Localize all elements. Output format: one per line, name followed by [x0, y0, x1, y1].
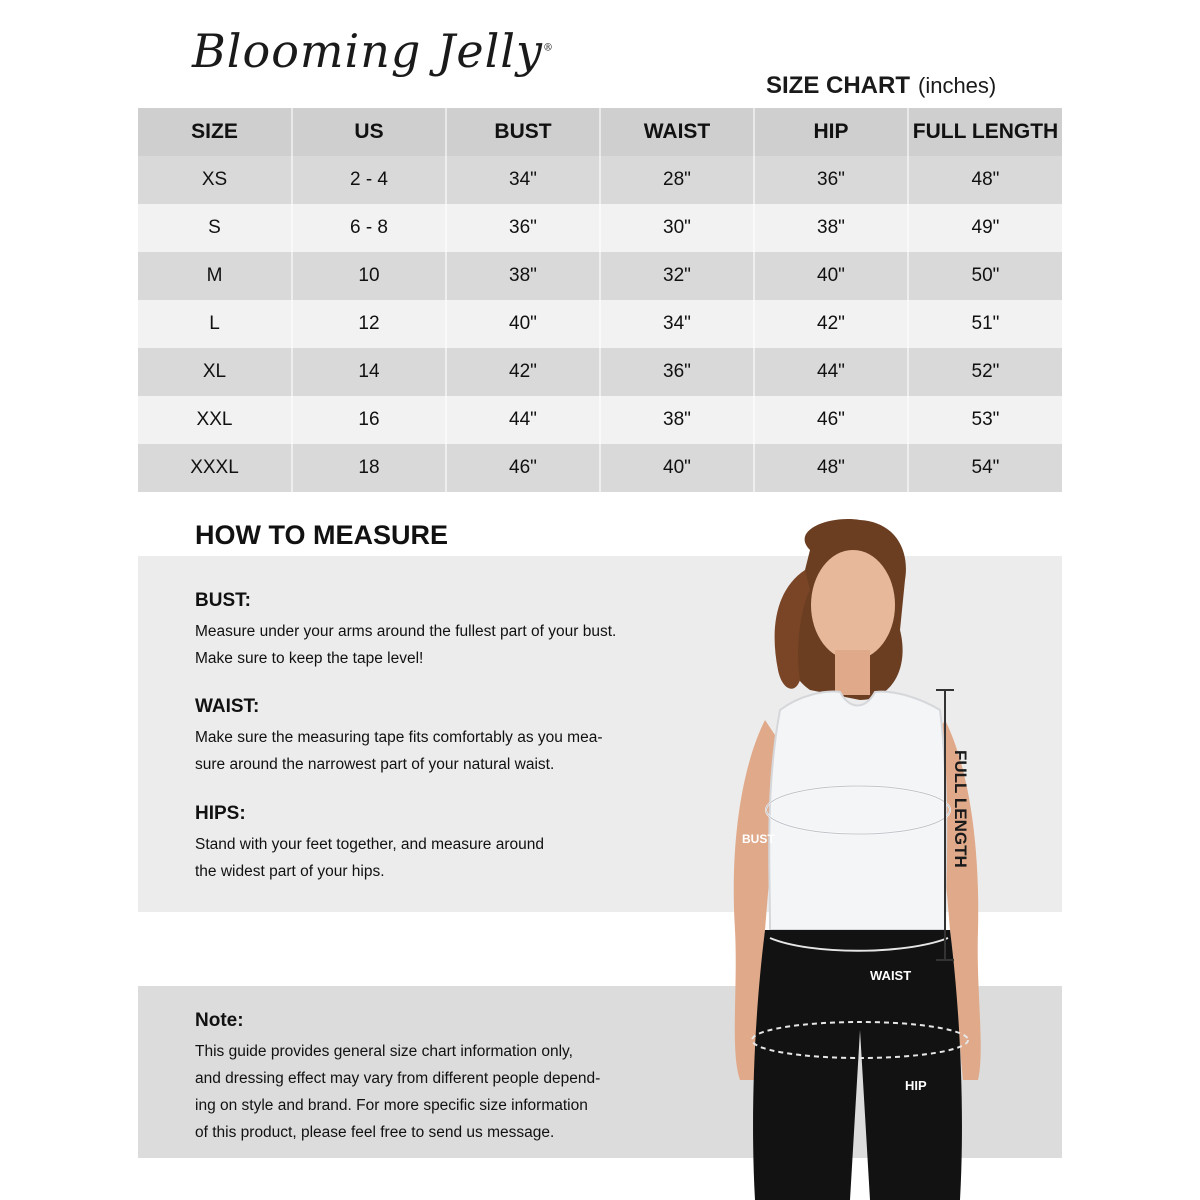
size-chart-title-text: SIZE CHART	[766, 72, 910, 99]
cell-waist: 38"	[600, 396, 754, 444]
cell-full-length: 50"	[908, 252, 1062, 300]
waist-instructions	[195, 696, 665, 778]
cell-us: 14	[292, 348, 446, 396]
cell-hip: 38"	[754, 204, 908, 252]
header-hip: HIP	[754, 108, 908, 156]
cell-waist: 30"	[600, 204, 754, 252]
cell-waist: 32"	[600, 252, 754, 300]
cell-us: 10	[292, 252, 446, 300]
cell-bust: 42"	[446, 348, 600, 396]
cell-us: 16	[292, 396, 446, 444]
cell-bust: 36"	[446, 204, 600, 252]
cell-bust: 44"	[446, 396, 600, 444]
brand-logo	[192, 24, 554, 78]
waist-text: Make sure the measuring tape fits comfortably as you mea- sure around the narrowest part of your natural waist.	[195, 729, 603, 773]
cell-bust: 34"	[446, 156, 600, 204]
cell-hip: 46"	[754, 396, 908, 444]
cell-full-length: 54"	[908, 444, 1062, 492]
size-chart-title	[766, 72, 996, 100]
cell-waist: 28"	[600, 156, 754, 204]
registered-mark: ®	[543, 42, 555, 54]
table-row	[138, 252, 1062, 300]
header-full-length: FULL LENGTH	[908, 108, 1062, 156]
cell-size: L	[138, 300, 292, 348]
table-row	[138, 300, 1062, 348]
waist-label: WAIST	[870, 968, 912, 983]
bust-instructions	[195, 590, 665, 672]
hips-instructions	[195, 803, 665, 885]
cell-bust: 38"	[446, 252, 600, 300]
note-title: Note:	[195, 1010, 244, 1031]
cell-size: XXL	[138, 396, 292, 444]
table-row	[138, 348, 1062, 396]
cell-us: 6 - 8	[292, 204, 446, 252]
cell-bust: 40"	[446, 300, 600, 348]
table-row	[138, 156, 1062, 204]
cell-waist: 40"	[600, 444, 754, 492]
cell-hip: 44"	[754, 348, 908, 396]
table-row	[138, 396, 1062, 444]
size-chart-unit: (inches)	[918, 73, 997, 98]
cell-waist: 36"	[600, 348, 754, 396]
hip-label: HIP	[905, 1078, 927, 1093]
cell-hip: 40"	[754, 252, 908, 300]
header-bust: BUST	[446, 108, 600, 156]
table-row	[138, 204, 1062, 252]
cell-full-length: 53"	[908, 396, 1062, 444]
hips-title: HIPS:	[195, 803, 246, 824]
cell-size: XXXL	[138, 444, 292, 492]
cell-size: M	[138, 252, 292, 300]
cell-hip: 42"	[754, 300, 908, 348]
cell-waist: 34"	[600, 300, 754, 348]
hips-text: Stand with your feet together, and measure around the widest part of your hips.	[195, 836, 544, 880]
bust-label: BUST	[742, 832, 775, 846]
cell-full-length: 49"	[908, 204, 1062, 252]
header-us: US	[292, 108, 446, 156]
cell-hip: 48"	[754, 444, 908, 492]
model-illustration	[660, 510, 1060, 1200]
bust-title: BUST:	[195, 590, 251, 611]
note-text: This guide provides general size chart information only, and dressing effect may vary from different people depend- ing on style and brand. For more specific size information of this product, please feel free to send us message.	[195, 1043, 601, 1141]
size-chart-table	[138, 108, 1062, 492]
cell-bust: 46"	[446, 444, 600, 492]
cell-size: XL	[138, 348, 292, 396]
cell-size: S	[138, 204, 292, 252]
header-size: SIZE	[138, 108, 292, 156]
cell-hip: 36"	[754, 156, 908, 204]
full-length-label: FULL LENGTH	[951, 750, 970, 868]
table-row	[138, 444, 1062, 492]
bust-text: Measure under your arms around the fullest part of your bust. Make sure to keep the tape level!	[195, 623, 617, 667]
cell-full-length: 52"	[908, 348, 1062, 396]
how-to-measure-heading: HOW TO MEASURE	[195, 520, 449, 550]
cell-us: 12	[292, 300, 446, 348]
waist-title: WAIST:	[195, 696, 260, 717]
brand-name: Blooming Jelly	[192, 24, 544, 78]
cell-full-length: 51"	[908, 300, 1062, 348]
size-chart-header-row	[138, 108, 1062, 156]
cell-us: 18	[292, 444, 446, 492]
cell-size: XS	[138, 156, 292, 204]
header-waist: WAIST	[600, 108, 754, 156]
note	[195, 1010, 665, 1146]
cell-full-length: 48"	[908, 156, 1062, 204]
cell-us: 2 - 4	[292, 156, 446, 204]
